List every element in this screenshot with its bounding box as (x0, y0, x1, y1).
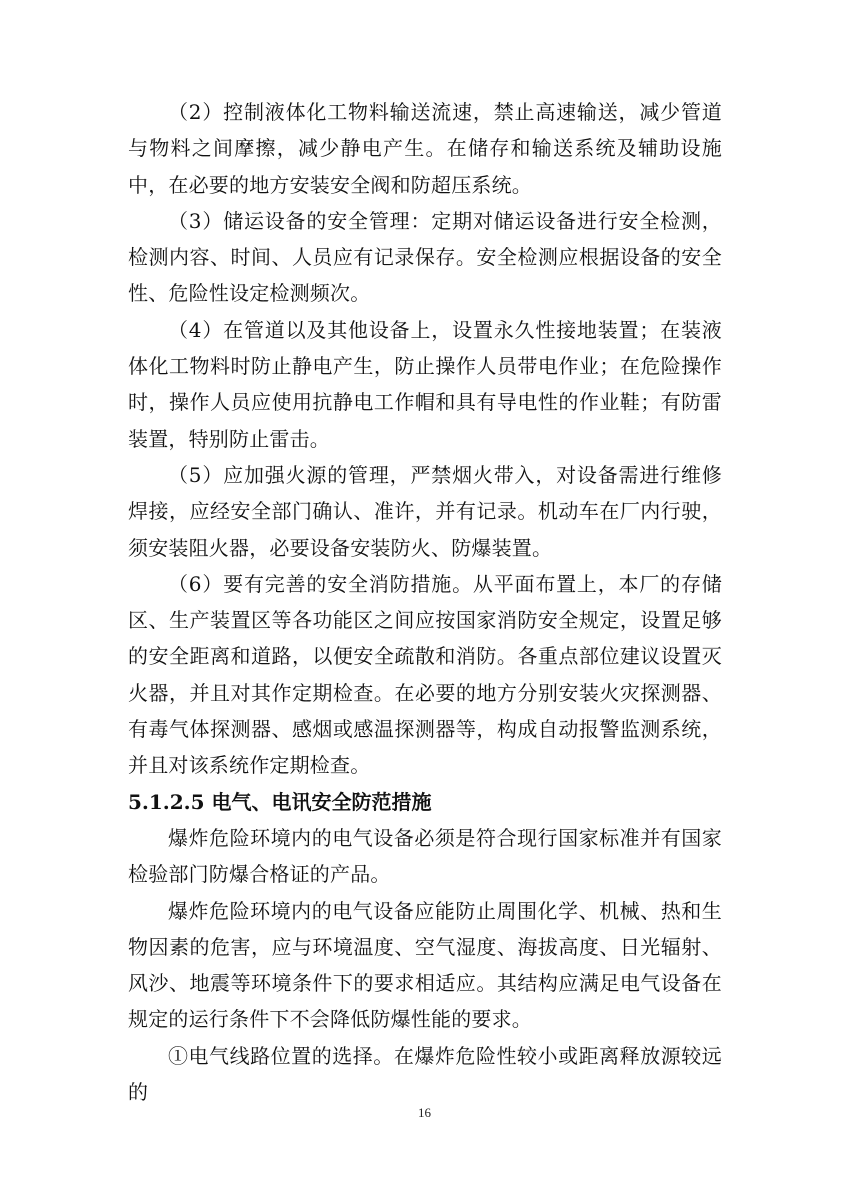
paragraph-item-6: （6）要有完善的安全消防措施。从平面布置上，本厂的存储区、生产装置区等各功能区之间应按国家消防安全规定，设置足够的安全距离和道路，以便安全疏散和消防。各重点部位建议设置灭火器，并且对其作定期检查。在必要的地方分别安装火灾探测器、有毒气体探测器、感烟或感温探测器等，构成自动报警监测系统，并且对该系统作定期检查。 (128, 571, 722, 778)
paragraph-environment-conditions: 爆炸危险环境内的电气设备应能防止周围化学、机械、热和生物因素的危害，应与环境温度、空气湿度、海拔高度、日光辐射、风沙、地震等环境条件下的要求相适应。其结构应满足电气设备在规定的运行条件下不会降低防爆性能的要求。 (128, 898, 722, 1032)
paragraph-item-3: （3）储运设备的安全管理：定期对储运设备进行安全检测，检测内容、时间、人员应有记录保存。安全检测应根据设备的安全性、危险性设定检测频次。 (128, 208, 722, 306)
paragraph-item-2: （2）控制液体化工物料输送流速，禁止高速输送，减少管道与物料之间摩擦，减少静电产生。在储存和输送系统及辅助设施中，在必要的地方安装安全阀和防超压系统。 (128, 100, 722, 197)
paragraph-line-location: ①电气线路位置的选择。在爆炸危险性较小或距离释放源较远的 (128, 1043, 722, 1105)
page-number: 16 (418, 1105, 431, 1120)
paragraph-item-4: （4）在管道以及其他设备上，设置永久性接地装置；在装液体化工物料时防止静电产生，防止操作人员带电作业；在危险操作时，操作人员应使用抗静电工作帽和具有导电性的作业鞋；有防雷装置，特别防止雷击。 (128, 317, 722, 451)
page-body (128, 94, 722, 1110)
section-heading: 5.1.2.5 电气、电讯安全防范措施 (128, 789, 432, 814)
paragraph-explosion-equipment: 爆炸危险环境内的电气设备必须是符合现行国家标准并有国家检验部门防爆合格证的产品。 (128, 825, 722, 887)
paragraph-item-5: （5）应加强火源的管理，严禁烟火带入，对设备需进行维修焊接，应经安全部门确认、准许，并有记录。机动车在厂内行驶，须安装阻火器，必要设备安装防火、防爆装置。 (128, 462, 722, 560)
